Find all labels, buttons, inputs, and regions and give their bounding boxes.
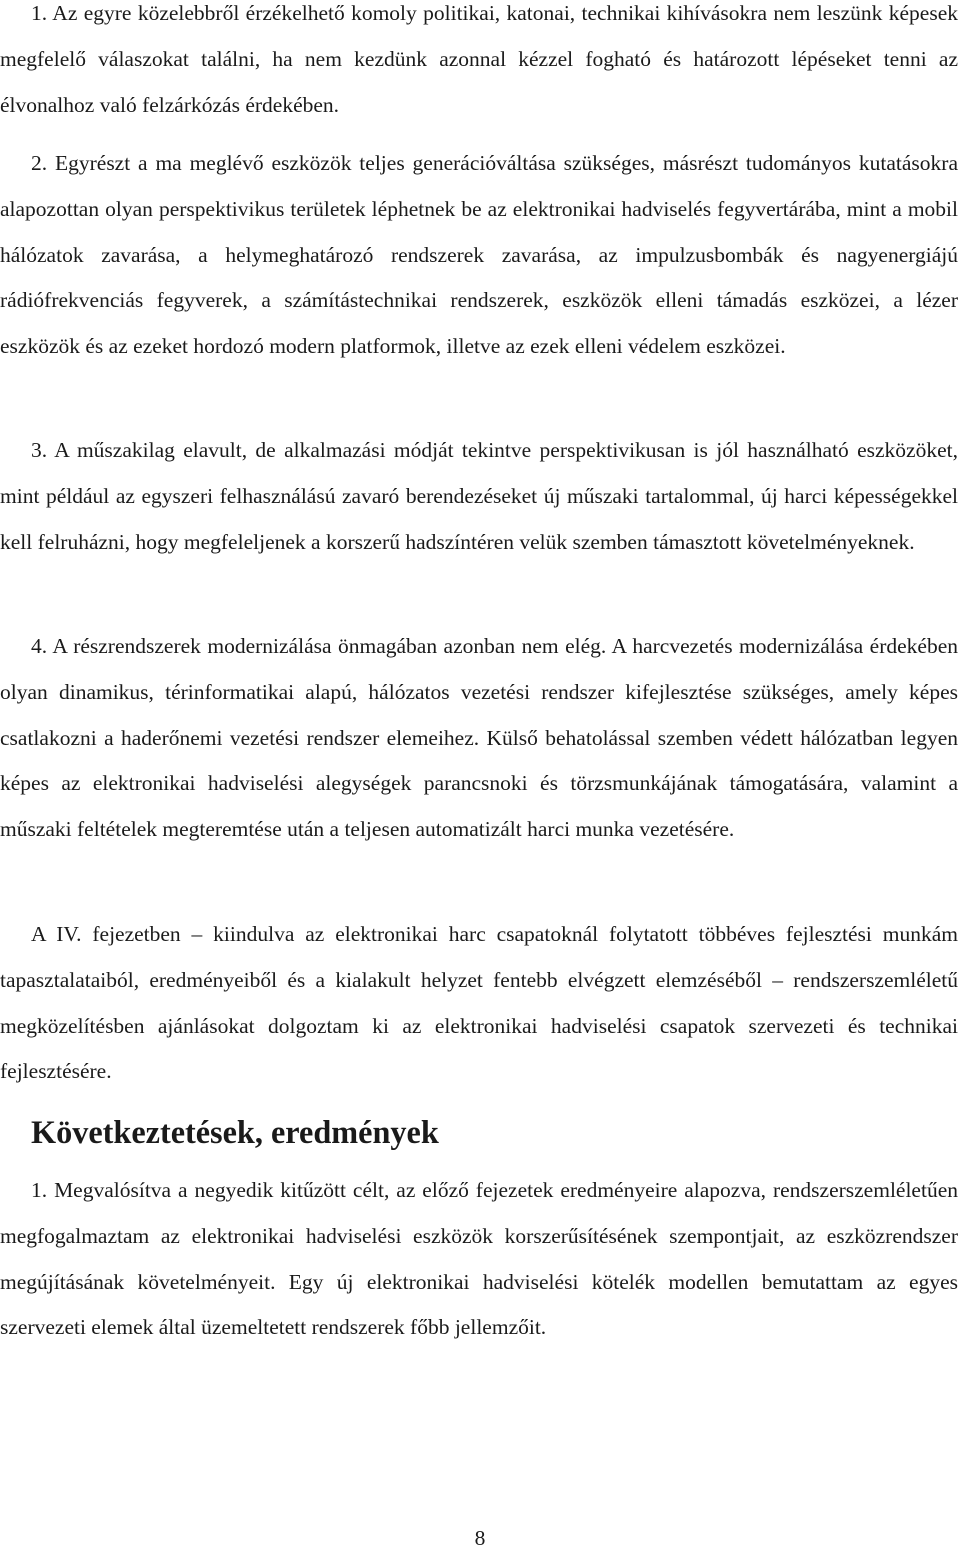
- page-number: 8: [474, 1526, 486, 1550]
- paragraph-1: 1. Az egyre közelebbről érzékelhető komoly politikai, katonai, technikai kihívásokra nem leszünk képesek megfelelő válaszokat találni, ha nem kezdünk azonnal kézzel fogható és határozott lépéseket tenni az élvonalhoz való felzárkózás érdekében.: [0, 1, 958, 117]
- conclusion-paragraph: 1. Megvalósítva a negyedik kitűzött célt, az előző fejezetek eredményeire alapozva, rendszerszemléletűen megfogalmaztam az elektronikai hadviselési eszközök korszerűsítésének szempontjait, az eszközrendszer megújításának követelményeit. Egy új elektronikai hadviselési kötelék modellen bemutattam az egyes szervezeti elemek által üzemeltetett rendszerek főbb jellemzőit.: [0, 1178, 958, 1340]
- section-heading: Következtetések, eredmények: [31, 1114, 439, 1150]
- paragraph-4: 4. A részrendszerek modernizálása önmagában azonban nem elég. A harcvezetés modernizálása érdekében olyan dinamikus, térinformatikai alapú, hálózatos vezetési rendszer kifejlesztése szükséges, amely képes csatlakozni a haderőnemi vezetési rendszer elemeihez. Külső behatolással szemben védett hálózatban legyen képes az elektronikai hadviselési alegységek parancsnoki és törzsmunkájának támogatására, valamint a műszaki feltételek megteremtése után a teljesen automatizált harci munka vezetésére.: [0, 634, 958, 842]
- paragraph-5: A IV. fejezetben – kiindulva az elektronikai harc csapatoknál folytatott többéves fejlesztési munkám tapasztalataiból, eredményeiből és a kialakult helyzet fentebb elvégzett elemzéséből – rendszerszemléletű megközelítésben ajánlásokat dolgoztam ki az elektronikai hadviselési csapatok szervezeti és technikai fejlesztésére.: [0, 922, 958, 1084]
- paragraph-3: 3. A műszakilag elavult, de alkalmazási módját tekintve perspektivikusan is jól használható eszközöket, mint például az egyszeri felhasználású zavaró berendezéseket új műszaki tartalommal, új harci képességekkel kell felruházni, hogy megfeleljenek a korszerű hadszíntéren velük szemben támasztott követelményeknek.: [0, 438, 958, 554]
- paragraph-2: 2. Egyrészt a ma meglévő eszközök teljes generációváltása szükséges, másrészt tudományos kutatásokra alapozottan olyan perspektivikus területek léphetnek be az elektronikai hadviselés fegyvertárába, mint a mobil hálózatok zavarása, a helymeghatározó rendszerek zavarása, az impulzusbombák és nagyenergiájú rádiófrekvenciás fegyverek, a számítástechnikai rendszerek, eszközök elleni támadás eszközei, a lézer eszközök és az ezeket hordozó modern platformok, illetve az ezek elleni védelem eszközei.: [0, 151, 958, 359]
